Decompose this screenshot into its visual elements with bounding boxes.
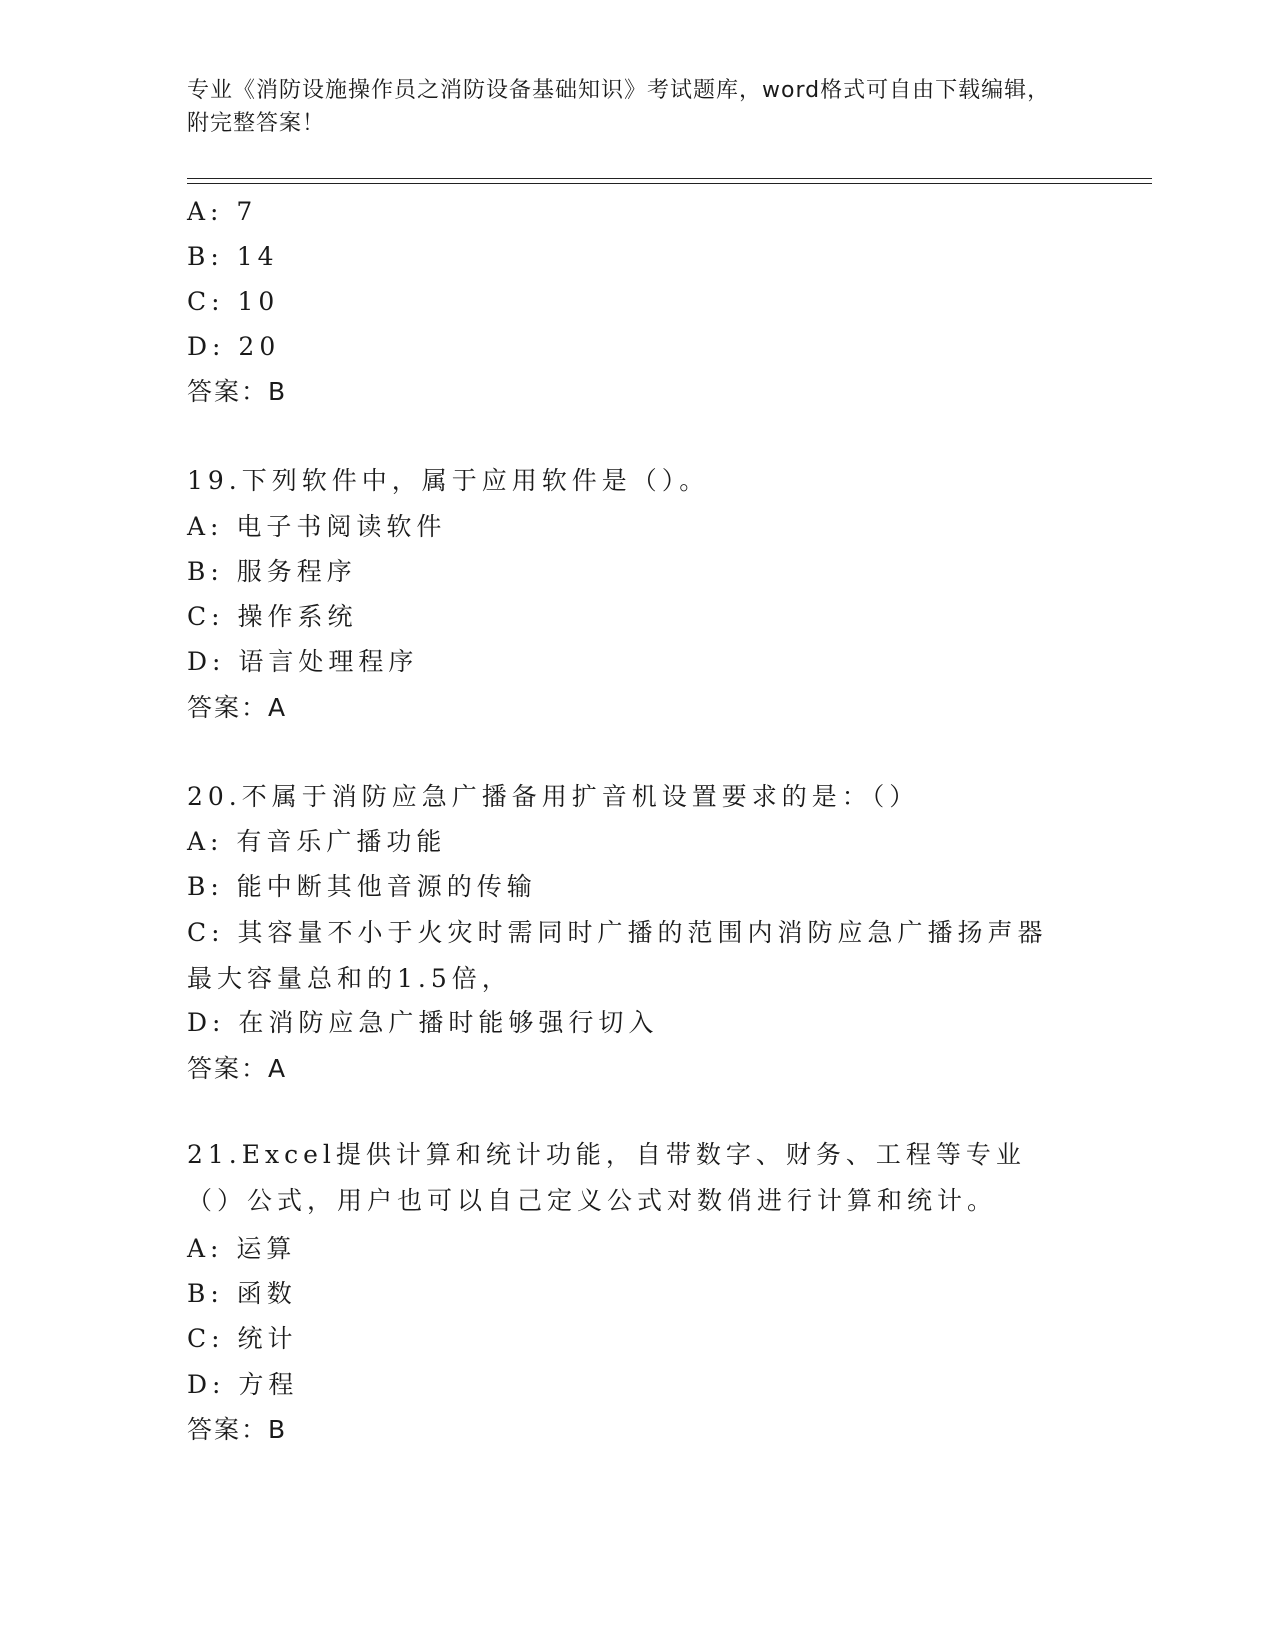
q21-stem: 21.Excel提供计算和统计功能，自带数字、财务、工程等专业（）公式，用户也可以自己定义公式对数俏进行计算和统计。	[187, 1140, 1026, 1215]
q21-answer: 答案：B	[187, 1415, 288, 1444]
header-rule-bottom	[187, 183, 1152, 184]
q19-option-b: B: 服务程序	[187, 557, 357, 586]
q19-stem: 19.下列软件中，属于应用软件是（）。	[187, 466, 710, 495]
q19-option-c: C: 操作系统	[187, 602, 358, 631]
q19-option-a: A: 电子书阅读软件	[187, 512, 447, 541]
q21-option-b: B: 函数	[187, 1279, 297, 1308]
q19-answer: 答案：A	[187, 693, 288, 722]
header-rule-top	[187, 178, 1152, 179]
q18-answer: 答案：B	[187, 377, 288, 406]
q19-option-d: D: 语言处理程序	[187, 647, 419, 676]
q21-option-d: D: 方程	[187, 1370, 299, 1399]
q20-option-a: A: 有音乐广播功能	[187, 827, 447, 856]
q20-option-d: D: 在消防应急广播时能够强行切入	[187, 1008, 659, 1037]
q20-stem: 20.不属于消防应急广播备用扩音机设置要求的是：（）	[187, 782, 920, 811]
q21-option-a: A: 运算	[187, 1234, 297, 1263]
q21-option-c: C: 统计	[187, 1324, 298, 1353]
q20-option-c: C: 其容量不小于火灾时需同时广播的范围内消防应急广播扬声器最大容量总和的1.5倍，	[187, 918, 1048, 993]
q20-option-b: B: 能中断其他音源的传输	[187, 872, 537, 901]
q20-answer: 答案：A	[187, 1054, 288, 1083]
q18-option-b: B: 14	[187, 242, 279, 271]
q18-option-a: A: 7	[187, 197, 258, 226]
document-header: 专业《消防设施操作员之消防设备基础知识》考试题库，word格式可自由下载编辑，附完整答案！	[187, 78, 1051, 136]
q18-option-c: C: 10	[187, 287, 280, 316]
q18-option-d: D: 20	[187, 332, 281, 361]
